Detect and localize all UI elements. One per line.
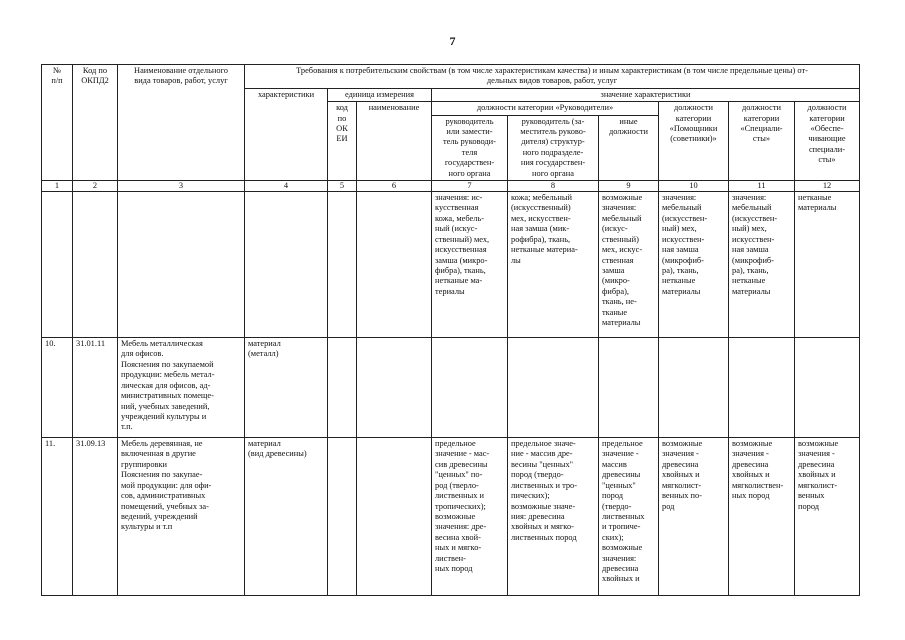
row-characteristic	[245, 192, 328, 338]
header-okpd2-code: Код по ОКПД2	[73, 65, 118, 181]
header-unit: единица измерения	[328, 88, 432, 101]
header-support-specialists: должности категории «Обеспе- чивающие специали- сты»	[795, 102, 860, 181]
row-name	[118, 192, 245, 338]
row-unit-code	[328, 338, 357, 438]
value-assistants: значения: мебельный (искусствен- ный) мех, искусствен- ная замша (микрофиб- ра), ткань, нетканые материалы	[659, 192, 729, 338]
value-assistants	[659, 338, 729, 438]
header-characteristics: характеристики	[245, 88, 328, 180]
header-unit-name: наименование	[357, 102, 432, 181]
row-number: 11.	[42, 438, 73, 596]
value-specialists: значения: мебельный (искусствен- ный) мех, искусствен- ная замша (микрофиб- ра), ткань, нетканые материалы	[729, 192, 795, 338]
requirements-table	[41, 64, 860, 596]
column-number: 2	[73, 181, 118, 192]
row-characteristic: материал (вид древесины)	[245, 438, 328, 596]
page-number: 7	[449, 34, 456, 48]
column-number: 7	[432, 181, 508, 192]
value-head-other	[599, 338, 659, 438]
row-unit-code	[328, 438, 357, 596]
header-assistants: должности категории «Помощники (советники)»	[659, 102, 729, 181]
value-support: возможные значения - древесина хвойных и мягколист- венных пород	[795, 438, 860, 596]
header-head-other: иные должности	[599, 115, 659, 180]
header-number: № п/п	[42, 65, 73, 181]
row-unit-name	[357, 338, 432, 438]
column-number: 10	[659, 181, 729, 192]
row-code: 31.01.11	[73, 338, 118, 438]
value-head-other: возможные значения: мебельный (искус- ственный) мех, искус- ственная замша (микро- фибра), ткань, не- тканые материалы	[599, 192, 659, 338]
value-head-leader	[432, 338, 508, 438]
column-number-row	[42, 181, 860, 192]
value-head-leader: предельное значение - мас- сив древесины "ценных" по- род (тверло- лиственных и тропических); возможные значения: дре- весина хвой- ных и мягко- листвен- ных пород	[432, 438, 508, 596]
value-head-unit	[508, 338, 599, 438]
table-row	[42, 438, 860, 596]
row-code: 31.09.13	[73, 438, 118, 596]
value-specialists: возможные значения - древесина хвойных и мягколиствен- ных пород	[729, 438, 795, 596]
column-number: 6	[357, 181, 432, 192]
value-specialists	[729, 338, 795, 438]
row-name: Мебель металлическая для офисов. Пояснения по закупаемой продукции: мебель метал- лическая для офисов, ад- министративных помеще- ний, учебных заведений, учреждений культуры и т.п.	[118, 338, 245, 438]
column-number: 8	[508, 181, 599, 192]
value-head-leader: значения: ис- кусственная кожа, мебель- ный (искус- ственный) мех, искусственная замша (микро- фибра), ткань, нетканые ма- териалы	[432, 192, 508, 338]
table-row	[42, 192, 860, 338]
header-unit-code: код по ОК ЕИ	[328, 102, 357, 181]
value-assistants: возможные значения - древесина хвойных и мягколист- венных по- род	[659, 438, 729, 596]
value-support	[795, 338, 860, 438]
header-head-unit: руководитель (за- меститель руково- дителя) структур- ного подразделе- ния государствен- ного органа	[508, 115, 599, 180]
value-head-unit: кожа; мебельный (искусственный) мех, искусствен- ная замша (мик- рофибра), ткань, нетканые материа- лы	[508, 192, 599, 338]
header-heads-category: должности категории «Руководители»	[432, 102, 659, 115]
value-support: нетканые материалы	[795, 192, 860, 338]
row-number: 10.	[42, 338, 73, 438]
row-unit-code	[328, 192, 357, 338]
header-head-leader: руководитель или замести- тель руководи- теля государствен- ного органа	[432, 115, 508, 180]
header-value: значение характеристики	[432, 88, 860, 101]
row-name: Мебель деревянная, не включенная в другие группировки Пояснения по закупае- мой продукции: для офи- сов, административных помещений, учебных за- ведений, учреждений культуры и т.п	[118, 438, 245, 596]
column-number: 1	[42, 181, 73, 192]
row-number	[42, 192, 73, 338]
row-unit-name	[357, 438, 432, 596]
value-head-unit: предельное значе- ние - массив дре- весины "ценных" пород (твердо- лиственных и тро- пических); возможные значе- ния: древесина хвойных и мягко- лиственных пород	[508, 438, 599, 596]
column-number: 5	[328, 181, 357, 192]
row-characteristic: материал (металл)	[245, 338, 328, 438]
row-unit-name	[357, 192, 432, 338]
column-number: 4	[245, 181, 328, 192]
column-number: 12	[795, 181, 860, 192]
column-number: 3	[118, 181, 245, 192]
header-specialists: должности категории «Специали- сты»	[729, 102, 795, 181]
header-requirements: Требования к потребительским свойствам (в том числе характеристикам качества) и иным характеристикам (в том числе предельные цены) от- дельных видов товаров, работ, услуг	[245, 65, 860, 89]
table-row	[42, 338, 860, 438]
header-item-name: Наименование отдельного вида товаров, работ, услуг	[118, 65, 245, 181]
row-code	[73, 192, 118, 338]
value-head-other: предельное значение - массив древесины "ценных" пород (твердо- лиственных и тропиче- ских); возможные значения: древесина хвойных и	[599, 438, 659, 596]
column-number: 9	[599, 181, 659, 192]
column-number: 11	[729, 181, 795, 192]
